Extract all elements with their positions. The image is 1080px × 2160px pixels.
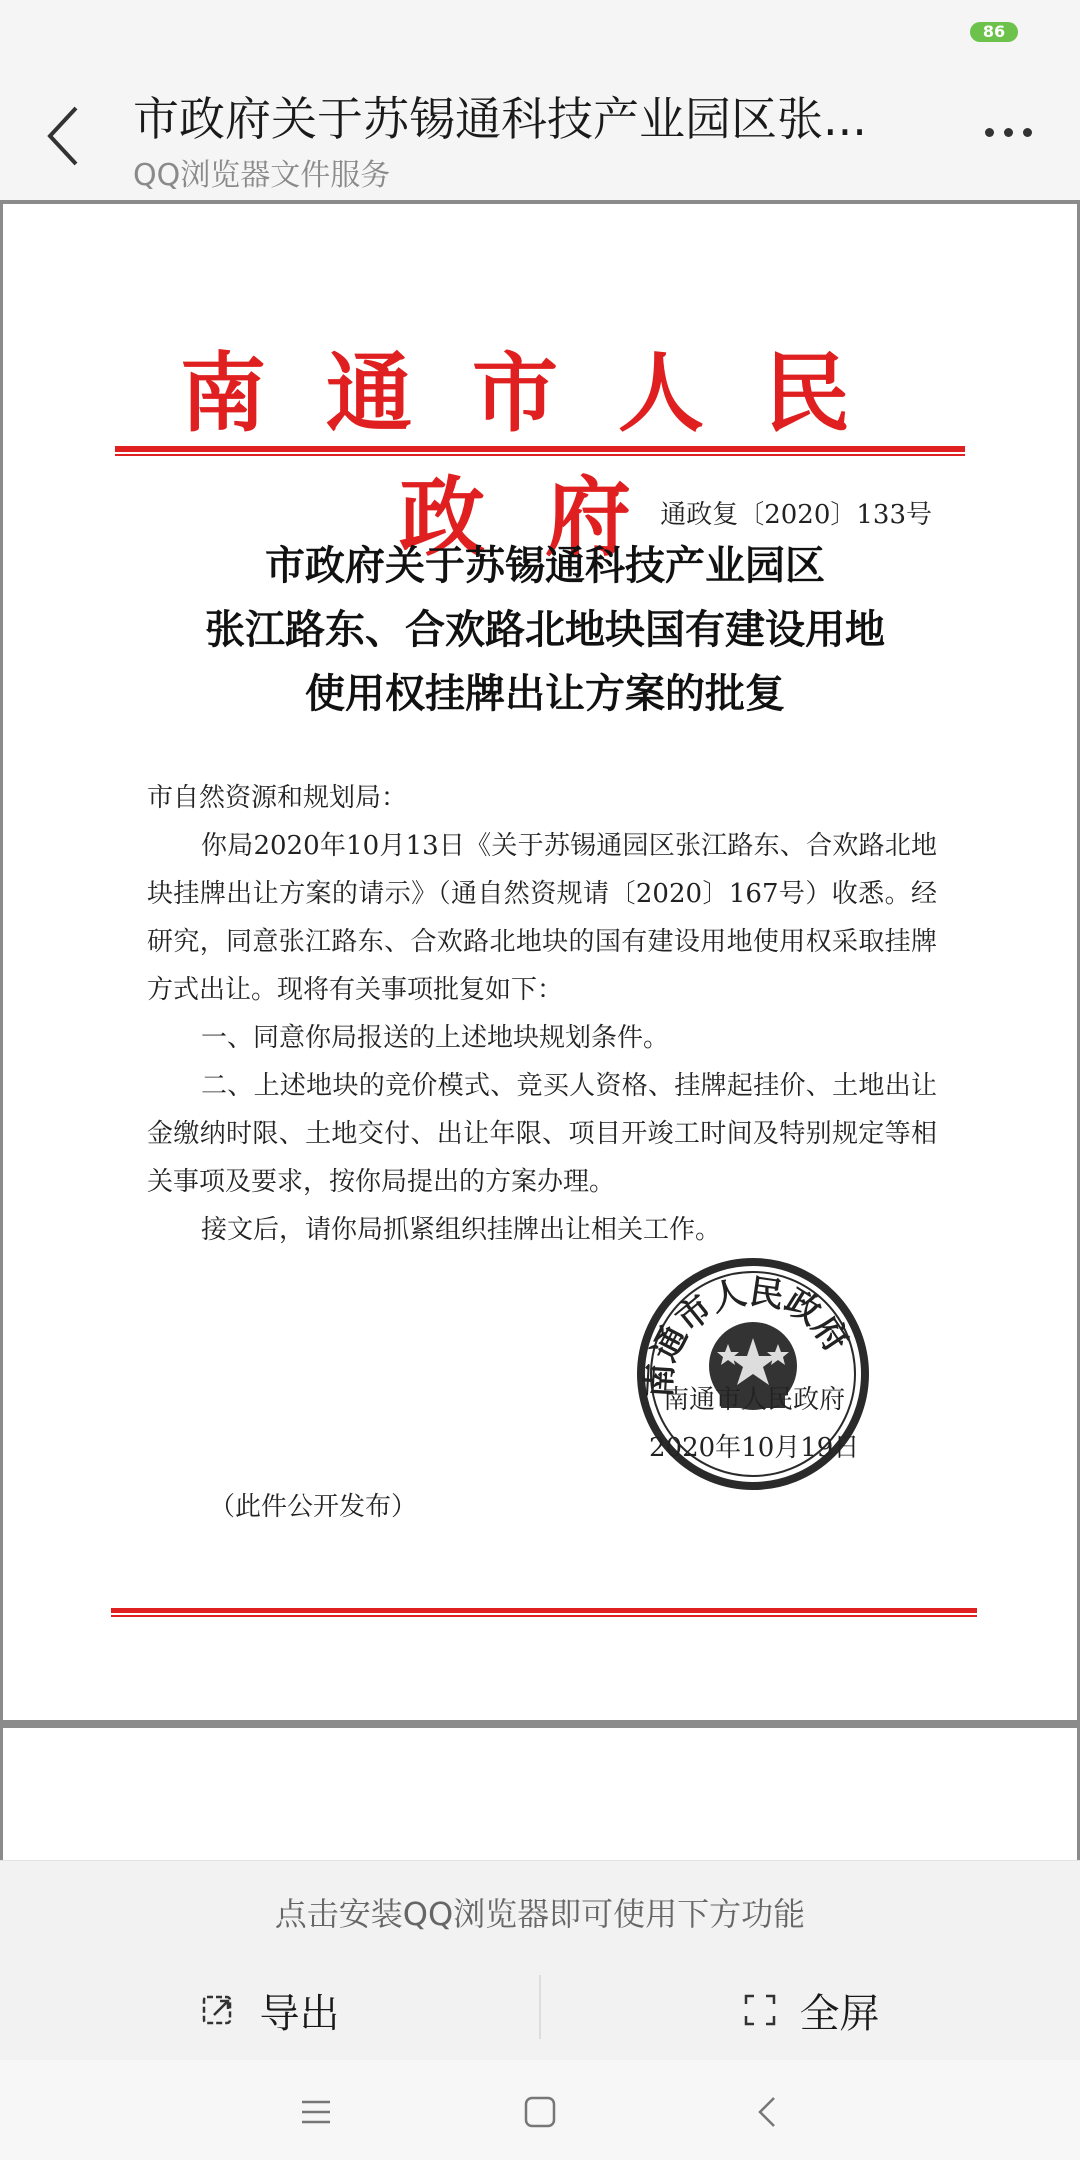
doc-paragraph: 你局2020年10月13日《关于苏锡通园区张江路东、合欢路北地块挂牌出让方案的请示》（通自然资规请〔2020〕167号）收悉。经研究，同意张江路东、合欢路北地块的国有建设用地使用权采取挂牌方式出让。现将有关事项批复如下： xyxy=(147,831,937,1005)
header-divider-thin xyxy=(115,454,965,456)
install-prompt[interactable] xyxy=(0,1860,1080,1961)
export-icon xyxy=(200,1991,238,2029)
footer-divider xyxy=(111,1608,977,1613)
export-label: 导出 xyxy=(259,1990,340,2037)
doc-paragraph: 二、上述地块的竞价模式、竞买人资格、挂牌起挂价、土地出让金缴纳时限、土地交付、出让年限、项目开竣工时间及特别规定等相关事项及要求，按你局提出的方案办理。 xyxy=(147,1071,937,1197)
more-dot-icon xyxy=(985,128,994,137)
header-divider xyxy=(115,446,965,452)
system-nav-bar xyxy=(0,2060,1080,2160)
more-options-button[interactable] xyxy=(980,118,1042,148)
back-button[interactable] xyxy=(36,100,96,172)
export-button[interactable] xyxy=(0,1960,539,2060)
issuer-header: 南通市人民政府 xyxy=(180,343,910,568)
home-icon[interactable] xyxy=(520,2092,560,2132)
battery-indicator: 86 xyxy=(970,22,1018,42)
fullscreen-button[interactable] xyxy=(541,1960,1080,2060)
back-nav-icon[interactable] xyxy=(748,2092,788,2132)
chevron-left-icon xyxy=(36,100,96,172)
doc-title-line: 使用权挂牌出让方案的批复 xyxy=(305,670,785,717)
fullscreen-label: 全屏 xyxy=(799,1990,880,2037)
document-viewer[interactable] xyxy=(0,200,1080,1860)
install-prompt-text: 点击安装QQ浏览器即可使用下方功能 xyxy=(274,1895,806,1933)
seal-text: 南通市人民政府 xyxy=(639,1271,857,1399)
menu-icon[interactable] xyxy=(296,2092,336,2132)
app-header xyxy=(0,70,1080,200)
bottom-toolbar xyxy=(0,1960,1080,2060)
doc-body xyxy=(147,774,937,1254)
fullscreen-icon xyxy=(742,1992,778,2028)
status-bar xyxy=(0,0,1080,70)
doc-signature: 南通市人民政府 xyxy=(663,1385,846,1415)
doc-recipient: 市自然资源和规划局： xyxy=(147,783,408,813)
doc-signature-block xyxy=(649,1376,859,1472)
more-dot-icon xyxy=(1023,128,1032,137)
page-subtitle: QQ浏览器文件服务 xyxy=(133,158,391,193)
doc-title xyxy=(115,534,975,726)
doc-paragraph: 接文后，请你局抓紧组织挂牌出让相关工作。 xyxy=(201,1215,722,1245)
doc-title-line: 张江路东、合欢路北地块国有建设用地 xyxy=(205,606,885,653)
doc-number: 通政复〔2020〕133号 xyxy=(660,500,932,530)
public-note: （此件公开发布） xyxy=(209,1492,418,1522)
footer-divider-thin xyxy=(111,1615,977,1617)
doc-date: 2020年10月19日 xyxy=(649,1433,860,1463)
more-dot-icon xyxy=(1004,128,1013,137)
doc-title-line: 市政府关于苏锡通科技产业园区 xyxy=(265,542,825,589)
document-page xyxy=(0,200,1080,1723)
page-title: 市政府关于苏锡通科技产业园区张... xyxy=(133,92,867,146)
doc-paragraph: 一、同意你局报送的上述地块规划条件。 xyxy=(201,1023,670,1053)
